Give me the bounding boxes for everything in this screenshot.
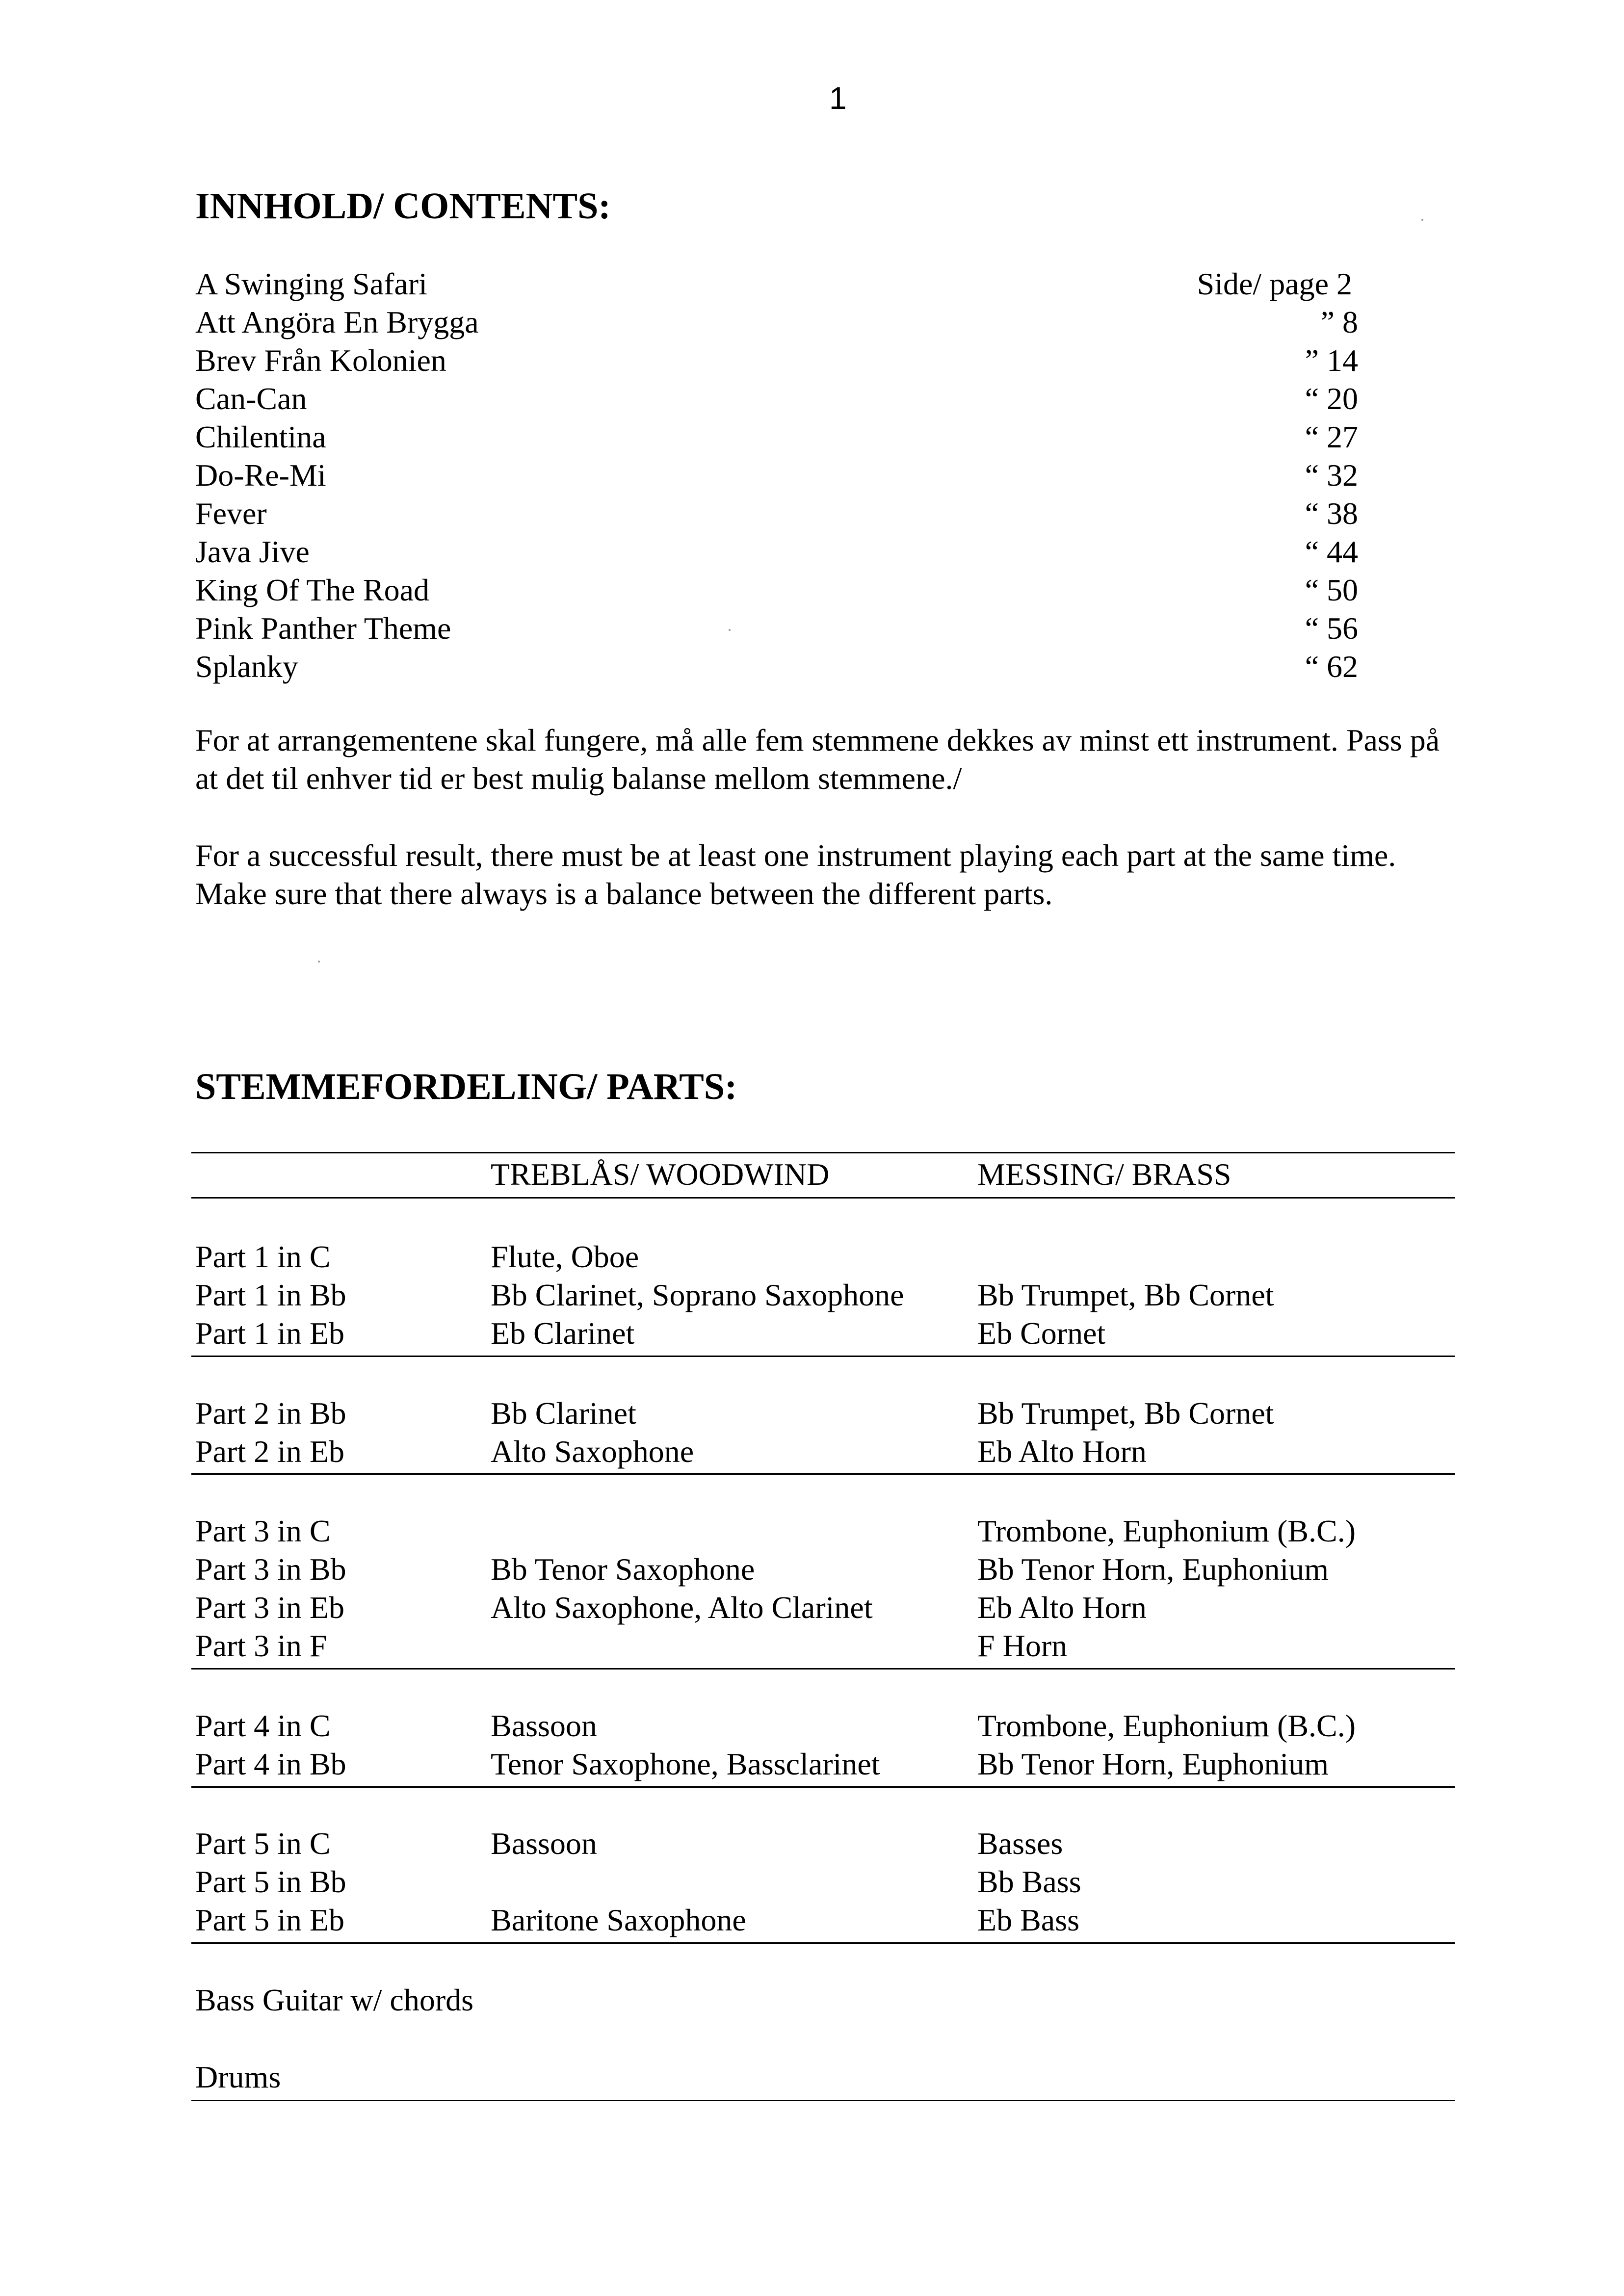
woodwind-instruments: Tenor Saxophone, Bassclarinet bbox=[491, 1747, 880, 1781]
group-rule bbox=[191, 1473, 1455, 1475]
woodwind-instruments: Alto Saxophone, Alto Clarinet bbox=[491, 1590, 873, 1625]
woodwind-instruments: Bb Clarinet, Soprano Saxophone bbox=[491, 1278, 904, 1312]
part-name: Part 5 in Eb bbox=[195, 1903, 344, 1937]
toc-page: “ 56 bbox=[1305, 611, 1358, 646]
part-name: Part 4 in Bb bbox=[195, 1747, 346, 1781]
brass-instruments: Bb Tenor Horn, Euphonium bbox=[977, 1747, 1329, 1781]
toc-row[interactable] bbox=[195, 380, 1358, 418]
part-name: Part 2 in Eb bbox=[195, 1434, 344, 1469]
toc-row[interactable] bbox=[195, 265, 1358, 303]
toc-title: A Swinging Safari bbox=[195, 266, 427, 301]
toc-page: ” 14 bbox=[1305, 343, 1358, 378]
group-rule bbox=[191, 1942, 1455, 1944]
part-name: Part 1 in C bbox=[195, 1239, 331, 1274]
toc-page: “ 44 bbox=[1305, 534, 1358, 569]
woodwind-instruments: Bassoon bbox=[491, 1826, 597, 1861]
toc-row[interactable] bbox=[195, 303, 1358, 341]
part-name: Part 4 in C bbox=[195, 1708, 331, 1743]
brass-instruments: Eb Cornet bbox=[977, 1316, 1106, 1351]
woodwind-instruments: Bb Clarinet bbox=[491, 1396, 636, 1431]
table-bottom-rule bbox=[191, 2100, 1455, 2101]
col-header-brass: MESSING/ BRASS bbox=[977, 1157, 1231, 1192]
scan-speck bbox=[729, 629, 731, 631]
scan-speck bbox=[1421, 219, 1423, 221]
parts-heading: STEMMEFORDELING/ PARTS: bbox=[195, 1066, 737, 1107]
page-column-label: Side/ page bbox=[1197, 266, 1329, 301]
brass-instruments: Eb Bass bbox=[977, 1903, 1079, 1937]
toc-title: Pink Panther Theme bbox=[195, 611, 451, 646]
part-name: Part 1 in Bb bbox=[195, 1278, 346, 1312]
page-number: 1 bbox=[829, 80, 847, 116]
toc-page: “ 32 bbox=[1305, 458, 1358, 493]
toc-title: Can-Can bbox=[195, 381, 307, 416]
group-rule bbox=[191, 1356, 1455, 1357]
toc-title: Do-Re-Mi bbox=[195, 458, 326, 493]
brass-instruments: Bb Tenor Horn, Euphonium bbox=[977, 1552, 1329, 1587]
brass-instruments: Trombone, Euphonium (B.C.) bbox=[977, 1708, 1356, 1743]
toc-row[interactable] bbox=[195, 341, 1358, 380]
brass-instruments: Bb Trumpet, Bb Cornet bbox=[977, 1278, 1274, 1312]
drums-label: Drums bbox=[195, 2060, 281, 2094]
group-rule bbox=[191, 1786, 1455, 1788]
bass-guitar-label: Bass Guitar w/ chords bbox=[195, 1983, 474, 2017]
brass-instruments: Eb Alto Horn bbox=[977, 1590, 1147, 1625]
part-name: Part 3 in Eb bbox=[195, 1590, 344, 1625]
part-name: Part 5 in C bbox=[195, 1826, 331, 1861]
brass-instruments: Bb Bass bbox=[977, 1864, 1081, 1899]
toc-page: “ 50 bbox=[1305, 573, 1358, 607]
toc-page: ” 8 bbox=[1320, 305, 1358, 339]
toc-page: “ 38 bbox=[1305, 496, 1358, 531]
col-header-woodwind: TREBLÅS/ WOODWIND bbox=[491, 1157, 830, 1192]
toc-row[interactable] bbox=[195, 533, 1358, 571]
part-name: Part 3 in F bbox=[195, 1628, 327, 1663]
header-bottom-rule bbox=[191, 1197, 1455, 1199]
toc-row[interactable] bbox=[195, 495, 1358, 533]
toc-title: Chilentina bbox=[195, 419, 326, 454]
toc-title: King Of The Road bbox=[195, 573, 429, 607]
part-name: Part 2 in Bb bbox=[195, 1396, 346, 1431]
toc-page: “ 62 bbox=[1305, 649, 1358, 684]
table-top-rule bbox=[191, 1152, 1455, 1153]
toc-page: “ 20 bbox=[1305, 381, 1358, 416]
toc-title: Splanky bbox=[195, 649, 298, 684]
part-name: Part 5 in Bb bbox=[195, 1864, 346, 1899]
scan-speck bbox=[318, 961, 320, 963]
group-rule bbox=[191, 1668, 1455, 1670]
brass-instruments: Basses bbox=[977, 1826, 1063, 1861]
woodwind-instruments: Bassoon bbox=[491, 1708, 597, 1743]
toc-title: Brev Från Kolonien bbox=[195, 343, 446, 378]
toc-page: “ 27 bbox=[1305, 419, 1358, 454]
woodwind-instruments: Eb Clarinet bbox=[491, 1316, 635, 1351]
toc-row[interactable] bbox=[195, 609, 1358, 648]
toc-page-number: 2 bbox=[1336, 266, 1352, 301]
brass-instruments: Trombone, Euphonium (B.C.) bbox=[977, 1513, 1356, 1548]
brass-instruments: Bb Trumpet, Bb Cornet bbox=[977, 1396, 1274, 1431]
toc-title: Fever bbox=[195, 496, 267, 531]
note-english: For a successful result, there must be at least one instrument playing each part at the same time. Make sure that there always is a balance between the different parts. bbox=[195, 838, 1396, 911]
toc-row[interactable] bbox=[195, 456, 1358, 495]
brass-instruments: Eb Alto Horn bbox=[977, 1434, 1147, 1469]
toc-title: Att Angöra En Brygga bbox=[195, 305, 479, 339]
part-name: Part 3 in Bb bbox=[195, 1552, 346, 1587]
brass-instruments: F Horn bbox=[977, 1628, 1068, 1663]
toc-page bbox=[1197, 265, 1352, 303]
woodwind-instruments: Alto Saxophone bbox=[491, 1434, 694, 1469]
toc-title: Java Jive bbox=[195, 534, 310, 569]
note-norwegian: For at arrangementene skal fungere, må alle fem stemmene dekkes av minst ett instrument. Pass på at det til enhver tid er best mulig balanse mellom stemmene./ bbox=[195, 723, 1440, 796]
woodwind-instruments: Bb Tenor Saxophone bbox=[491, 1552, 755, 1587]
toc-row[interactable] bbox=[195, 648, 1358, 686]
toc-row[interactable] bbox=[195, 571, 1358, 609]
woodwind-instruments: Baritone Saxophone bbox=[491, 1903, 746, 1937]
part-name: Part 1 in Eb bbox=[195, 1316, 344, 1351]
contents-heading: INNHOLD/ CONTENTS: bbox=[195, 185, 611, 227]
toc-row[interactable] bbox=[195, 418, 1358, 456]
woodwind-instruments: Flute, Oboe bbox=[491, 1239, 639, 1274]
table-of-contents bbox=[195, 265, 1358, 686]
part-name: Part 3 in C bbox=[195, 1513, 331, 1548]
